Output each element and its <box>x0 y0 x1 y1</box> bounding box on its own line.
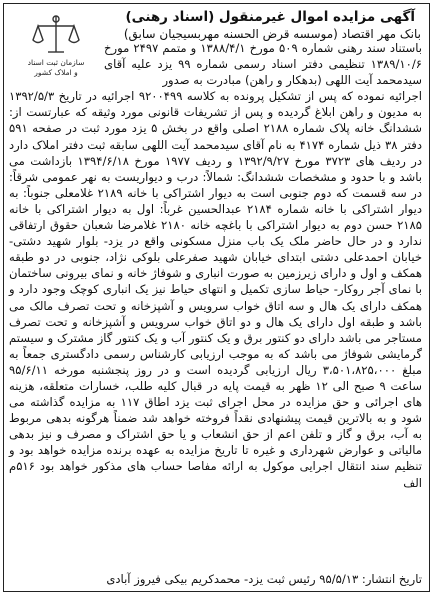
notice-intro: باستناد سند رهنی شماره ۵۰۹ مورخ ۱۳۸۸/۴/۱ و متمم ۲۴۹۷ مورخ ۱۳۸۹/۱۰/۶ تنظیمی دفتر اسناد رسمی شماره ۹۹ یزد علیه آقای سیدمحمد آیت اللهی (بدهکار و راهن) مبادرت به صدور <box>104 41 423 88</box>
notice-main-text: اجرائیه نموده که پس از تشکیل پرونده به کلاسه ۹۲۰۰۴۹۹ اجرائیه در تاریخ ۱۳۹۲/۵/۳ به مدیون و راهن ابلاغ گردیده و پس از تشریفات قانونی مورد وثیقه که عبارتست از: ششدانگ خانه پلاک شماره ۲۱۸۸ اصلی واقع در بخش ۵ یزد مورد ثبت در صفحه ۵۹۱ دفتر ۳۸ ذیل شماره ۴۱۷۴ به نام آقای سیدمحمد آیت اللهی سابقه ثبت دفتر املاک دارد در ردیف های ۳۷۲۳ مورخ ۱۳۹۲/۹/۲۷ و ردیف ۱۹۷۷ مورخ ۱۳۹۴/۶/۱۸ بازداشت می باشد و با حدود و مشخصات ششدانگ: شمالاً: درب و دیواریست به نهر عمومی شرقاً: در سه قسمت که دوم جنوبی است به دیوار اشتراکی با خانه ۲۱۸۹ غلامعلی جنوباً: به دیوار اشتراکی با خانه شماره ۲۱۸۴ عبدالحسین غرباً: اول به دیوار اشتراکی با خانه ۲۱۸۵ حسن دوم به دیوار اشتراکی با باغچه خانه ۲۱۸۰ غلامرضا شعبان حقوق ارتفاقی ندارد و در حال حاضر ملک یک باب منزل مسکونی واقع در یزد- بلوار شهید دشتی- خیابان احمدعلی دشتی ابتدای خیابان شهید صفرعلی بلوکی نژاد، جنوبی در دو طبقه همکف و اول و دارای زیرزمین به صورت انباری و شوفاژ خانه و نمای بیرونی ساختمان با نمای آجر روکار- حیاط سازی تکمیل و انتهای حیاط نیز یک انباری کوچک وجود دارد و همکف دارای یک هال و سه اتاق خواب سرویس و آشپزخانه و تحت تصرف مالک می باشد و طبقه اول دارای یک هال و دو اتاق خواب سرویس و آشپزخانه و تحت تصرف مستاجر می باشد دارای دو کنتور برق و یک کنتور آب و یک کنتور گاز مشترک و سیستم گرمایشی شوفاژ می باشد که به موجب ارزیابی کارشناس رسمی دادگستری جمعاً به مبلغ ۳،۵۰۱،۸۲۵،۰۰۰ ریال ارزیابی گردیده است و در روز پنجشنبه مورخه ۹۵/۶/۱۱ ساعت ۹ صبح الی ۱۲ ظهر به قیمت پایه در قبال کلیه طلب، خسارات متعلقه، هزینه های اجرائی و حق مزایده در محل اجرای ثبت یزد اطاق ۱۱۷ به مزایده گذاشته می شود و به بالاترین قیمت پیشنهادی نقداً فروخته خواهد شد ضمناً هرگونه بدهی مربوط به آب، برق و گاز و تلفن اعم از حق انشعاب و یا حق اشتراک و مصرف و نیز بدهی مالیاتی و عوارض شهرداری و غیره تا تاریخ مزایده به عهده برنده مزایده خواهد بود و تنظیم سند انتقال اجرایی موکول به ارائه مفاصا حساب های مذکور خواهد بود ۵۱۶م الف <box>9 89 423 490</box>
notice-footer: تاریخ انتشار: ۹۵/۵/۱۳ رئیس ثبت یزد- محمدکریم بیکی فیروز آبادی <box>106 572 422 586</box>
notice-subtitle: بانک مهر اقتصاد (موسسه قرض الحسنه مهربسیجیان سابق) <box>123 27 421 41</box>
emblem-caption-line2: و املاک کشور <box>34 68 78 77</box>
notice-header <box>111 8 421 43</box>
notice-title: آگهی مزایده اموال غیرمنقول (اسناد رهنی) <box>125 9 415 25</box>
emblem-caption-line1: سازمان ثبت اسناد <box>27 58 85 67</box>
auction-notice <box>3 3 430 592</box>
notice-body <box>9 40 422 491</box>
